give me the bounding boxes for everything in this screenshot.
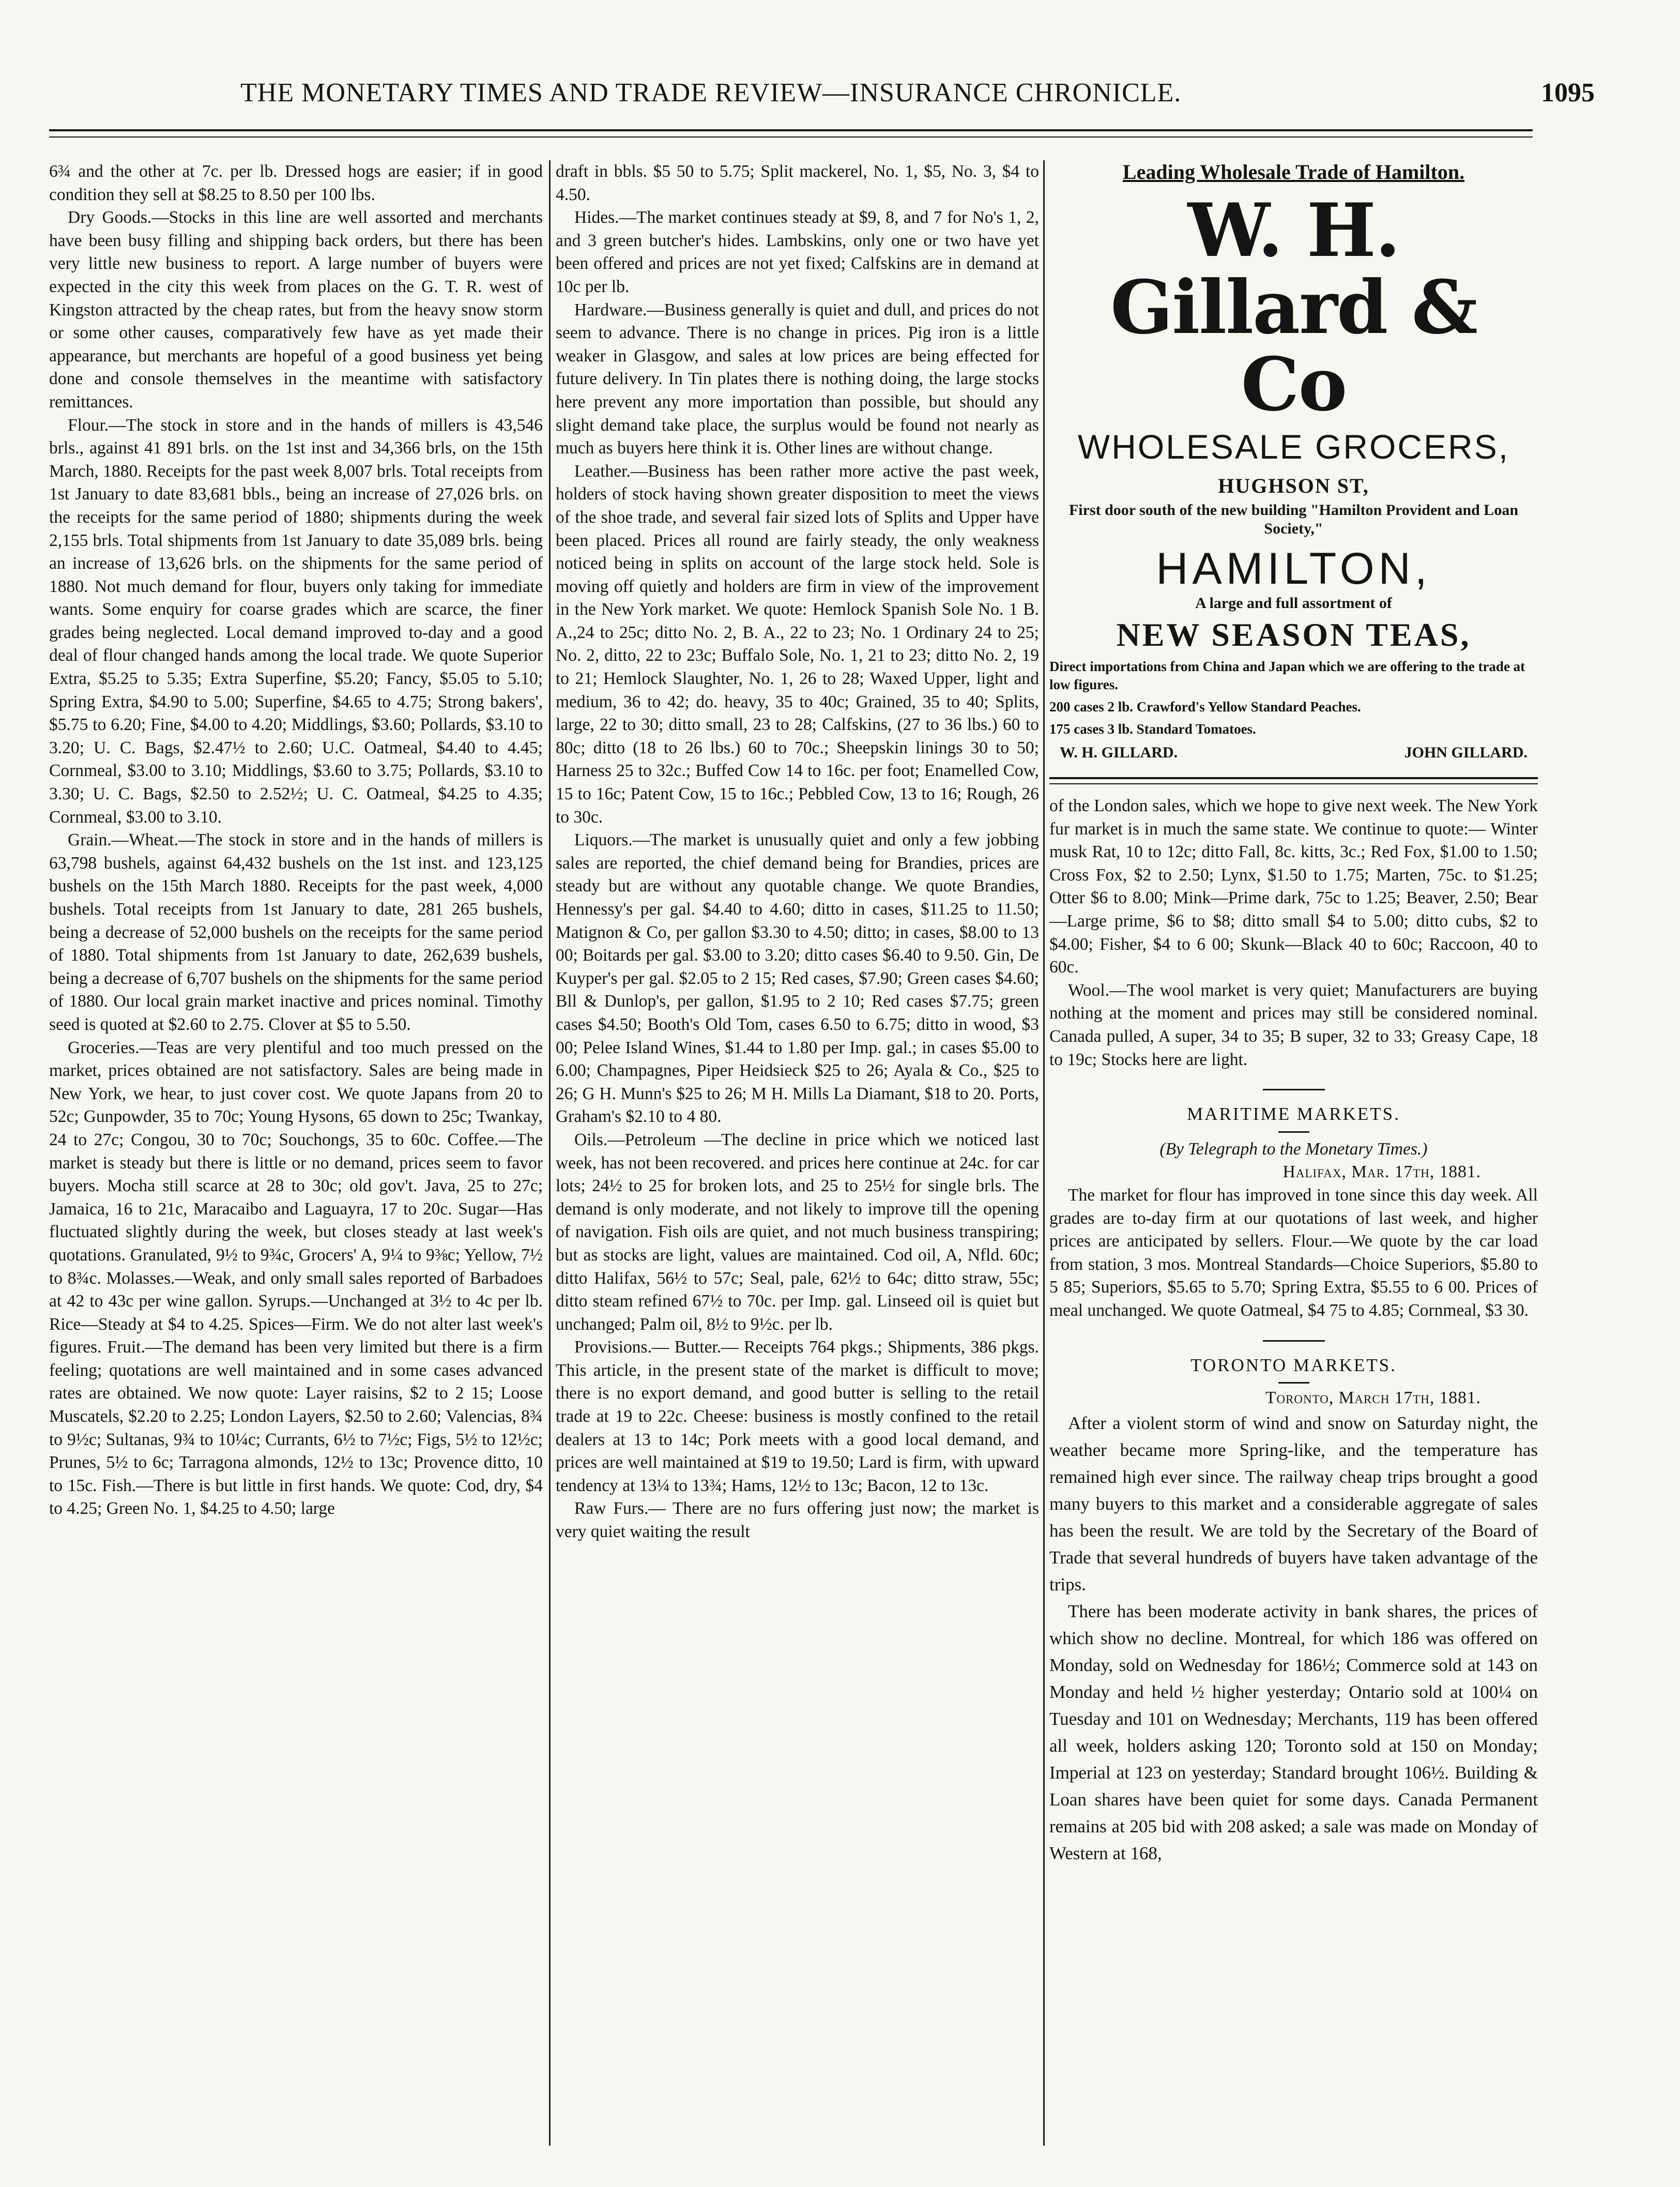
section-rule [1263, 1340, 1325, 1342]
ad-teas: NEW SEASON TEAS, [1116, 616, 1471, 653]
paragraph-flour: Flour.—The stock in store and in the hands of millers is 43,546 brls., against 41 891 brls. on the 1st inst and 34,366 brls, on the 15th March, 1880. Receipts for the past week 8,007 brls. Total receipts from 1st January to date 83,681 bbls., being an increase of 27,026 brls. on the receipts for the same period of 1880; shipments during the week 2,155 brls. Total shipments from 1st January to date 35,089 brls. being an increase of 13,626 brls. on the shipments for the same period of 1880. Not much demand for flour, buyers only taking for immediate wants. Some enquiry for coarse grades which are scarce, the finer grades being neglected. Local demand improved to-day and a good deal of flour changed hands among the local trade. We quote Superior Extra, $5.25 to 5.35; Extra Superfine, $5.20; Fancy, $5.05 to 5.10; Spring Extra, $4.90 to 5.00; Superfine, $4.65 to 4.75; Strong bakers', $5.75 to 6.20; Fine, $4.00 to 4.20; Middlings, $3.60; Pollards, $3.10 to 3.20; U. C. Bags, $2.47½ to 2.60; U.C. Oatmeal, $4.40 to 4.45; Cornmeal, $3.00 to 3.10; Middlings, $3.60 to 3.75; Pollards, $3.10 to 3.30; U. C. Bags, $2.50 to 2.52½; U. C. Oatmeal, $4.25 to 4.35; Cornmeal, $3.00 to 3.10. [49, 415, 543, 827]
column-2 [556, 160, 1039, 2146]
paragraph-hogs: 6¾ and the other at 7c. per lb. Dressed hogs are easier; if in good condition they sell at $8.25 to 8.50 per 100 lbs. [49, 162, 543, 204]
paragraph-toronto-1: After a violent storm of wind and snow on Saturday night, the weather became more Spring-like, and the temperature has remained high ever since. The railway cheap trips brought a good many buyers to this market and a considerable aggregate of sales has been the result. We are told by the Secretary of the Board of Trade that several hundreds of buyers have taken advantage of the trips. [1049, 1413, 1538, 1594]
masthead-title: THE MONETARY TIMES AND TRADE REVIEW—INSURANCE CHRONICLE. [240, 78, 1182, 108]
paragraph-leather: Leather.—Business has been rather more active the past week, holders of stock having shown greater disposition to meet the views of the shoe trade, and several fair sized lots of Splits and Upper have been placed. Prices all round are fairly steady, the only weakness noticed being in splits on account of the large stock held. Sole is moving off quietly and holders are firm in view of the improvement in the New York market. We quote: Hemlock Spanish Sole No. 1 B. A.,24 to 25c; ditto No. 2, B. A., 22 to 23; No. 1 Ordinary 24 to 25; No. 2, ditto, 22 to 23c; Buffalo Sole, No. 1, 21 to 23; ditto No. 2, 19 to 21; Hemlock Slaughter, No. 1, 26 to 28; Waxed Upper, light and medium, 36 to 42; do. heavy, 35 to 40c; Grained, 35 to 40; Splits, large, 22 to 30; ditto small, 23 to 28; Calfskins, (27 to 36 lbs.) 60 to 80c; ditto (18 to 26 lbs.) 60 to 70c.; Sheepskin linings 30 to 50; Harness 25 to 32c.; Buffed Cow 14 to 16c. per foot; Enamelled Cow, 15 to 16c; Patent Cow, 15 to 16c.; Pebbled Cow, 13 to 16; Rough, 26 to 30c. [556, 461, 1039, 827]
column-divider [1043, 160, 1045, 2146]
page-header [49, 78, 1600, 114]
ad-tomatoes: 175 cases 3 lb. Standard Tomatoes. [1049, 721, 1256, 737]
ad-peaches: 200 cases 2 lb. Crawford's Yellow Standard Peaches. [1049, 699, 1361, 715]
gillard-advertisement [1049, 160, 1538, 762]
ad-street: HUGHSON ST, [1218, 474, 1369, 498]
toronto-dateline: Toronto, March 17th, 1881. [1265, 1388, 1481, 1408]
paragraph-grain: Grain.—Wheat.—The stock in store and in the hands of millers is 63,798 bushels, against 64,432 bushels on the 1st inst. and 123,125 bushels on the 15th March 1880. Receipts for the past week, 4,000 bushels. Total receipts from 1st January to date, 281 265 bushels, being a decrease of 52,000 bushels on the receipts for the same period of 1880. Total shipments from 1st January to date, 262,639 bushels, being a decrease of 6,707 bushels on the shipments for the same period of 1880. Our local grain market inactive and prices nominal. Timothy seed is quoted at $2.60 to 2.75. Clover at $5 to 5.50. [49, 830, 543, 1034]
paragraph-groceries: Groceries.—Teas are very plentiful and too much pressed on the market, prices obtained are not satisfactory. Sales are being made in New York, we hear, to just cover cost. We quote Japans from 20 to 52c; Gunpowder, 35 to 70c; Young Hysons, 65 down to 25c; Twankay, 24 to 27c; Congou, 30 to 70c; Souchongs, 35 to 60c. Coffee.—The market is steady but there is little or no demand, prices seem to favor buyers. Mocha still scarce at 28 to 30c; old gov't. Java, 25 to 27c; Jamaica, 16 to 21c, Maracaibo and Laguayra, 17 to 20c. Sugar—Has fluctuated slightly during the week, but closes steady at last week's quotations. Granulated, 9½ to 9¾c, Grocers' A, 9¼ to 9⅜c; Yellow, 7½ to 8¾c. Molasses.—Weak, and only small sales reported of Barbadoes at 42 to 43c per wine gallon. Syrups.—Unchanged at 3½ to 4c per lb. Rice—Steady at $4 to 4.25. Spices—Firm. We do not alter last week's figures. Fruit.—The demand has been very limited but there is a firm feeling; quotations are well maintained and in some cases advanced rates are obtained. We now quote: Layer raisins, $2 to 2 15; Loose Muscatels, $2.20 to 2.25; London Layers, $2.50 to 2.60; Valencias, 8¾ to 9½c; Sultanas, 9¾ to 10¼c; Currants, 6½ to 7½c; Figs, 5½ to 12½c; Prunes, 5½ to 6c; Tarragona almonds, 12½ to 13c; Provence ditto, 10 to 15c. Fish.—There is but little in first hands. We quote: Cod, dry, $4 to 4.25; Green No. 1, $4.25 to 4.50; large [49, 1038, 543, 1518]
maritime-subheading: (By Telegraph to the Monetary Times.) [1159, 1139, 1428, 1159]
ad-partners [1049, 739, 1538, 762]
column-divider [549, 160, 551, 2146]
ad-city: HAMILTON, [1156, 544, 1431, 594]
section-rule [1278, 1131, 1309, 1133]
ad-heading: Leading Wholesale Trade of Hamilton. [1122, 160, 1465, 184]
ad-business: WHOLESALE GROCERS, [1077, 428, 1510, 466]
column-1 [49, 160, 543, 2146]
ad-importations: Direct importations from China and Japan which we are offering to the trade at low figures. [1049, 659, 1525, 693]
ad-location: First door south of the new building "Hamilton Provident and Loan Society," [1068, 502, 1519, 538]
ad-partner-2: JOHN GILLARD. [1404, 743, 1528, 761]
paragraph-oils: Oils.—Petroleum —The decline in price which we noticed last week, has not been recovered. and prices here continue at 24c. for car lots; 24½ to 25 for broken lots, and 25 to 25½ for single brls. The demand is only moderate, and not likely to improve till the opening of navigation. Fish oils are quiet, and not much business transpiring; but as stocks are light, values are maintained. Cod oil, A, Nfld. 60c; ditto Halifax, 56½ to 57c; Seal, pale, 62½ to 64c; ditto straw, 55c; ditto steam refined 67½ to 70c. per Imp. gal. Linseed oil is quiet but unchanged; Palm oil, 8½ to 9½c. per lb. [556, 1130, 1039, 1334]
header-rule [49, 129, 1533, 138]
ad-assortment: A large and full assortment of [1195, 595, 1392, 612]
maritime-heading: MARITIME MARKETS. [1187, 1104, 1400, 1125]
paragraph-raw-furs: Raw Furs.— There are no furs offering just now; the market is very quiet waiting the result [556, 1499, 1039, 1542]
maritime-dateline: Halifax, Mar. 17th, 1881. [1282, 1162, 1481, 1182]
paragraph-hides: Hides.—The market continues steady at $9, 8, and 7 for No's 1, 2, and 3 green butcher's hides. Lambskins, only one or two have yet been offered and prices are not yet fixed; Calfskins are in demand at 10c per lb. [556, 208, 1039, 296]
paragraph-dry-goods: Dry Goods.—Stocks in this line are well assorted and merchants have been busy filling and shipping back orders, but there has been very little new business to report. A large number of buyers were expected in the city this week from places on the G. T. R. west of Kingston attracted by the cheap rates, but from the heavy snow storm or some other causes, comparatively few have as yet made their appearance, but merchants are hopeful of a good business yet being done and console themselves in the meantime with satisfactory remittances. [49, 208, 543, 412]
paragraph-wool: Wool.—The wool market is very quiet; Manufacturers are buying nothing at the moment and prices may still be considered nominal. Canada pulled, A super, 34 to 35; B super, 32 to 33; Greasy Cape, 18 to 19c; Stocks here are light. [1049, 980, 1538, 1069]
ad-firm-name: W. H. Gillard & Co [1110, 188, 1477, 428]
paragraph-toronto-2: There has been moderate activity in bank shares, the prices of which show no decline. Montreal, for which 186 was offered on Monday, sold on Wednesday for 186½; Commerce sold at 143 on Monday and held ½ higher yesterday; Ontario sold at 100¼ on Tuesday and 101 on Wednesday; Merchants, 119 has been offered all week, holders asking 120; Toronto sold at 150 on Monday; Imperial at 123 on yesterday; Standard brought 106½. Building & Loan shares have been quiet for some days. Canada Permanent remains at 205 bid with 208 asked; a sale was made on Monday of Western at 168, [1049, 1601, 1538, 1863]
ad-rule [1049, 777, 1538, 784]
column-3 [1049, 160, 1538, 2146]
page-number: 1095 [1541, 78, 1595, 108]
section-rule [1263, 1089, 1325, 1090]
paragraph-mackerel: draft in bbls. $5 50 to 5.75; Split mackerel, No. 1, $5, No. 3, $4 to 4.50. [556, 162, 1039, 204]
paragraph-hardware: Hardware.—Business generally is quiet and dull, and prices do not seem to advance. There is no change in prices. Pig iron is a little weaker in Glasgow, and sales at low prices are being effected for future delivery. In Tin plates there is nothing doing, the large stocks here prevent any more importation than possible, but should any slight demand take place, the surplus would be found not nearly as much as buyers here think it is. Other lines are without change. [556, 300, 1039, 458]
paragraph-provisions: Provisions.— Butter.— Receipts 764 pkgs.; Shipments, 386 pkgs. This article, in the present state of the market is difficult to move; there is no export demand, and good butter is selling to the retail trade at 19 to 22c. Cheese: business is mostly confined to the retail dealers at 13 to 14c; Pork meets with a good local demand, and prices are well maintained at $19 to 19.50; Lard is firm, with upward tendency at 13¼ to 13¾; Hams, 12½ to 13c; Bacon, 12 to 13c. [556, 1338, 1039, 1495]
ad-partner-1: W. H. GILLARD. [1060, 743, 1178, 761]
paragraph-maritime: The market for flour has improved in tone since this day week. All grades are to-day firm at our quotations of last week, and higher prices are anticipated by sellers. Flour.—We quote by the car load from station, 3 mos. Montreal Standards—Choice Superiors, $5.80 to 5 85; Superiors, $5.65 to 5.70; Spring Extra, $5.55 to 6 00. Prices of meal unchanged. We quote Oatmeal, $4 75 to 4.85; Cornmeal, $3 30. [1049, 1185, 1538, 1320]
section-rule [1278, 1382, 1309, 1384]
paragraph-liquors: Liquors.—The market is unusually quiet and only a few jobbing sales are reported, the chief demand being for Brandies, prices are steady but are without any quotable change. We quote Brandies, Hennessy's per gal. $4.40 to 4.60; ditto in cases, $11.25 to 11.50; Matignon & Co, per gallon $3.30 to 4.50; ditto; in cases, $8.00 to 13 00; Boitards per gal. $3.00 to 3.20; ditto cases $6.40 to 9.50. Gin, De Kuyper's per gal. $2.05 to 2 15; Red cases, $7.90; Green cases $4.60; Bll & Dunlop's, per gallon, $1.95 to 2 10; Red cases $7.75; green cases $4.50; Booth's Old Tom, cases 6.50 to 6.75; ditto in wood, $3 00; Pelee Island Wines, $1.44 to 1.80 per Imp. gal.; in cases $5.00 to 6.00; Champagnes, Piper Heidsieck $25 to 26; Ayala & Co., $25 to 26; G H. Munn's $25 to 26; M H. Mills La Diamant, $18 to 20. Ports, Graham's $2.10 to 4 80. [556, 830, 1039, 1127]
toronto-heading: TORONTO MARKETS. [1190, 1355, 1397, 1375]
paragraph-furs-continued: of the London sales, which we hope to give next week. The New York fur market is in much the same state. We continue to quote:— Winter musk Rat, 10 to 12c; ditto Fall, 8c. kitts, 3c.; Red Fox, $1.00 to 1.50; Cross Fox, $2 to 2.50; Lynx, $1.50 to 1.75; Marten, 75c. to $1.25; Otter $6 to 8.00; Mink—Prime dark, 75c to 1.25; Beaver, 2.50; Bear—Large prime, $6 to $8; ditto small $4 to 5.00; ditto cubs, $2 to $4.00; Fisher, $4 to 6 00; Skunk—Black 40 to 60c; Raccoon, 40 to 60c. [1049, 796, 1538, 977]
